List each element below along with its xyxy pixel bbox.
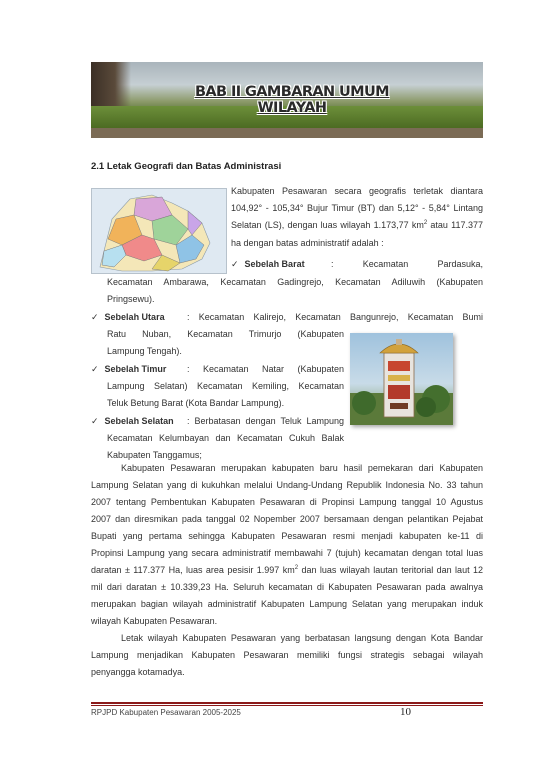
footer-rule-thick: [91, 702, 483, 704]
check-icon: ✓: [91, 313, 99, 323]
para2-line-2: Lampung Selatan yang di kukuhkan melalui Undang-Undang Republik Indonesia No. 33 tahun: [91, 480, 483, 490]
bound-timur-line-3: Teluk Betung Barat (Kota Bandar Lampung).: [107, 398, 285, 408]
bound-timur-line-1: ✓ Sebelah Timur : Kecamatan Natar (Kabupaten: [91, 364, 344, 375]
para3-line-1: Letak wilayah Kabupaten Pesawaran yang berbatasan langsung dengan Kota Bandar: [121, 633, 483, 643]
section-heading: 2.1 Letak Geografi dan Batas Administrasi: [91, 161, 282, 172]
bound-barat-line-3: Pringsewu).: [107, 294, 155, 304]
bound-utara-line-2: Ratu Nuban, Kecamatan Trimurjo (Kabupaten: [107, 329, 344, 339]
bound-selatan-line-3: Kabupaten Tanggamus;: [107, 450, 202, 460]
check-icon: ✓: [231, 260, 239, 270]
monument-photo: [350, 333, 453, 425]
intro-line-4: ha dengan batas administratif adalah :: [231, 238, 384, 248]
para2-line-4: 2007 dan diresmikan pada tanggal 02 Nopember 2007 bersamaan dengan pelantikan Pejabat: [91, 514, 483, 524]
para3-line-3: penyangga kotamadya.: [91, 667, 185, 677]
bound-utara-line-1: ✓ Sebelah Utara : Kecamatan Kalirejo, Kecamatan Bangunrejo, Kecamatan Bumi: [91, 312, 483, 323]
chapter-title: BAB II GAMBARAN UMUM WILAYAH: [194, 84, 390, 116]
para2-line-8: mil dari daratan ± 10.339,23 Ha. Seluruh kecamatan di Kabupaten Pesawaran pada awalnya: [91, 582, 483, 592]
para2-line-10: wilayah Kabupaten Pesawaran.: [91, 616, 218, 626]
bound-utara-line-3: Lampung Tengah).: [107, 346, 182, 356]
check-icon: ✓: [91, 417, 99, 427]
para2-line-5: Bupati yang pertama sehingga Kabupaten Pesawaran resmi menjadi kabupaten ke-11 di: [91, 531, 483, 541]
para2-line-6: Propinsi Lampung yang secara administratif membawahi 7 (tujuh) kecamatan dengan total luas: [91, 548, 483, 558]
bound-barat-line-1: ✓ Sebelah Barat : Kecamatan Pardasuka,: [231, 259, 483, 270]
para2-line-7: daratan ± 117.377 Ha, luas area pesisir 1.997 $km^2$ dan luas wilayah lautan teritorial dan laut 12: [91, 565, 483, 575]
para2-line-3: 2007 tentang Pembentukan Kabupaten Pesawaran di Propinsi Lampung tanggal 10 Agustus: [91, 497, 483, 507]
regional-map-image: [91, 188, 227, 274]
intro-line-3: Selatan (LS), dengan luas wilayah 1.173,77 $km^2$ atau 117.377: [231, 220, 483, 230]
bound-selatan-line-2: Kecamatan Kelumbayan dan Kecamatan Cukuh Balak: [107, 433, 344, 443]
chapter-banner: [91, 62, 483, 138]
footer-rule-thin: [91, 705, 483, 706]
check-icon: ✓: [91, 365, 99, 375]
page-number: 10: [400, 706, 411, 718]
para2-line-1: Kabupaten Pesawaran merupakan kabupaten baru hasil pemekaran dari Kabupaten: [121, 463, 483, 473]
bound-barat-line-2: Kecamatan Ambarawa, Kecamatan Gadingrejo, Kecamatan Adiluwih (Kabupaten: [107, 277, 483, 287]
intro-line-1: Kabupaten Pesawaran secara geografis terletak diantara: [231, 186, 483, 196]
banner-road-image: [91, 128, 483, 138]
para3-line-2: Lampung menjadikan Kabupaten Pesawaran memiliki fungsi strategis sebagai wilayah: [91, 650, 483, 660]
intro-line-2: 104,92° - 105,34° Bujur Timur (BT) dan 5,12° - 5,84° Lintang: [231, 203, 483, 213]
bound-timur-line-2: Lampung Selatan) Kecamatan Kemiling, Kecamatan: [107, 381, 344, 391]
footer-document-title: RPJPD Kabupaten Pesawaran 2005-2025: [91, 708, 241, 717]
bound-selatan-line-1: ✓ Sebelah Selatan : Berbatasan dengan Teluk Lampung: [91, 416, 344, 427]
para2-line-9: merupakan bagian wilayah administratif Kabupaten Lampung Selatan yang merupakan induk: [91, 599, 483, 609]
